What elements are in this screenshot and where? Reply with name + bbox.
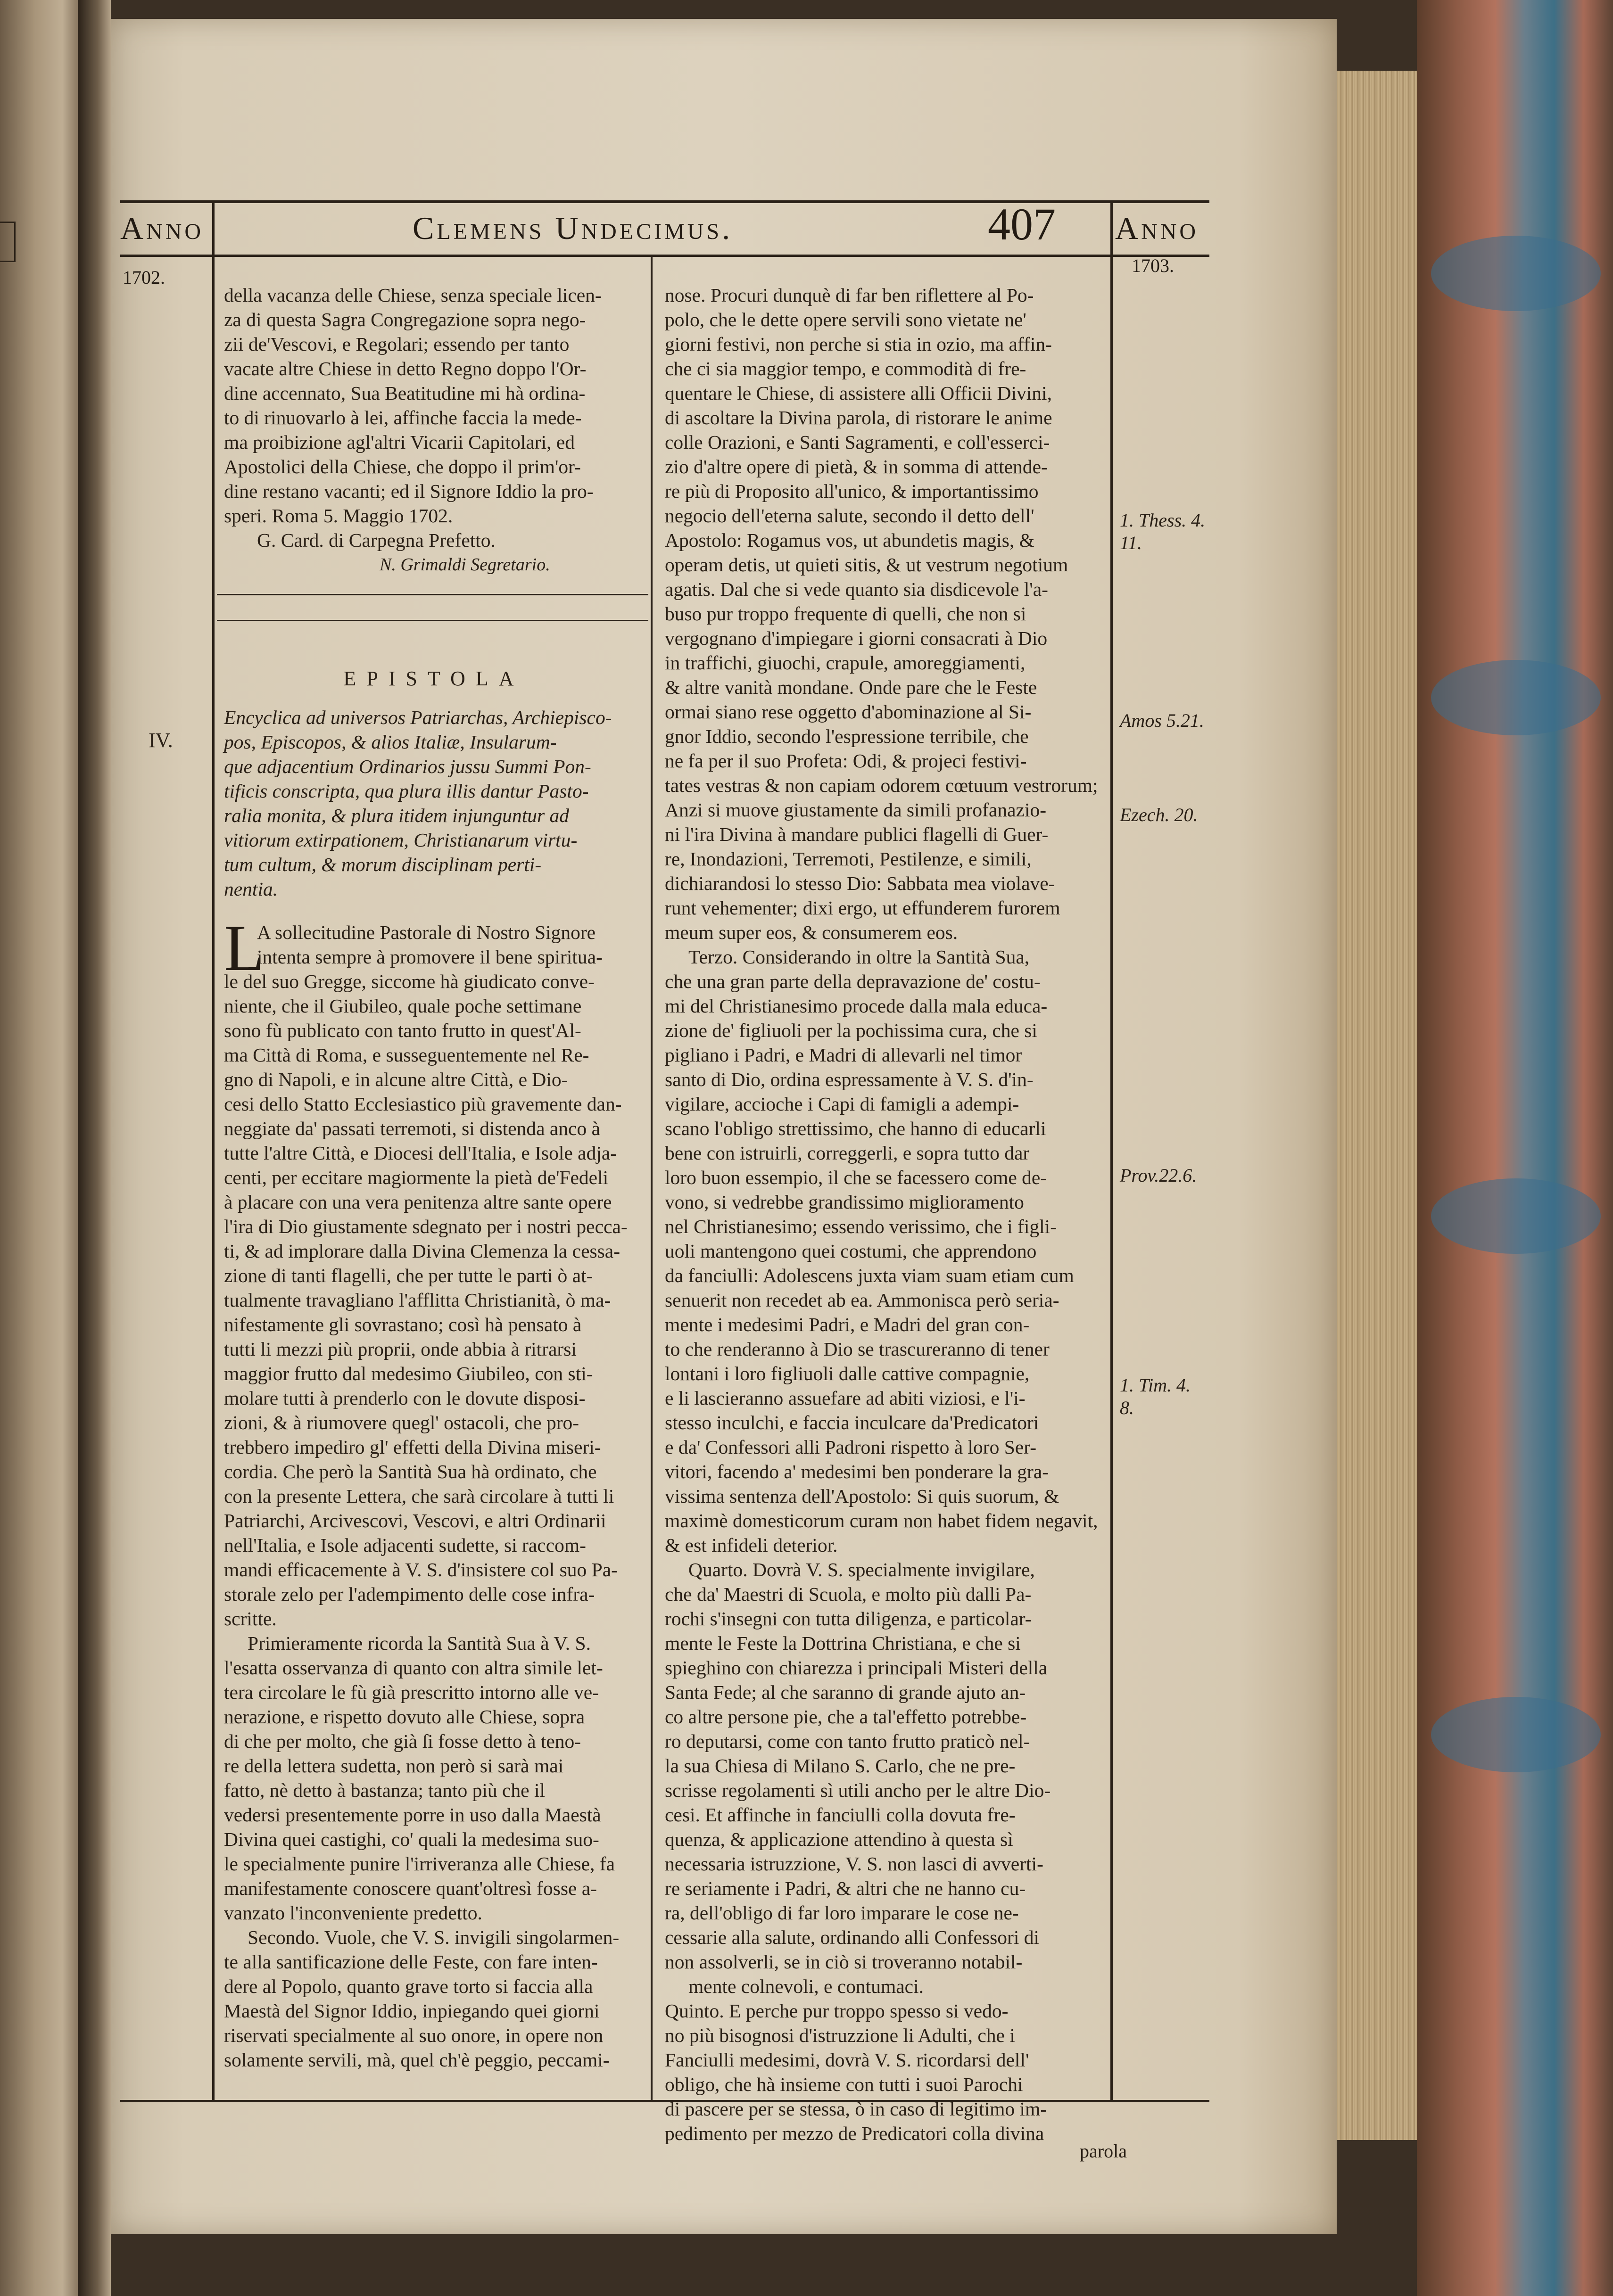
body-line: manifestamente conoscere quant'oltresì fosse a-	[224, 1877, 597, 1899]
text-line: e da' Confessori alli Padroni rispetto à loro Ser-	[665, 1436, 1037, 1458]
text-line: che da' Maestri di Scuola, e molto più dalli Pa-	[665, 1583, 1032, 1605]
body-line: à placare con una vera penitenza altre sante opere	[224, 1191, 612, 1213]
body-line: vanzato l'inconveniente predetto.	[224, 1902, 482, 1924]
body-line: sono fù publicato con tanto frutto in quest'Al-	[224, 1020, 581, 1041]
year-left: 1702.	[123, 267, 165, 288]
right-column	[665, 283, 1099, 2146]
marble-swirl	[1431, 1178, 1601, 1254]
epistola-heading: EPISTOLA	[343, 667, 524, 690]
text-line: dine restano vacanti; ed il Signore Iddio la pro-	[224, 480, 594, 502]
text-line: la sua Chiesa di Milano S. Carlo, che ne pre-	[665, 1755, 1016, 1777]
body-line: le specialmente punire l'irriveranza alle Chiese, fa	[224, 1853, 615, 1875]
signature-prefect: G. Card. di Carpegna Prefetto.	[257, 529, 496, 551]
text-line: & altre vanità mondane. Onde pare che le Feste	[665, 676, 1037, 698]
text-line: da fanciulli: Adolescens juxta viam suam etiam cum	[665, 1265, 1074, 1286]
text-line: dine accennato, Sua Beatitudine mi hà ordina-	[224, 382, 586, 404]
body-line: tutti li mezzi più proprii, onde abbia à ritrarsi	[224, 1338, 577, 1360]
text-line: lontani i loro figliuoli dalle cattive compagnie,	[665, 1363, 1030, 1384]
text-line: vigilare, accioche i Capi di famigli a adempi-	[665, 1093, 1019, 1115]
text-line: pigliano i Padri, e Madri di allevarli nel timor	[665, 1044, 1022, 1066]
epistola-number: IV.	[149, 729, 173, 752]
text-line: Terzo. Considerando in oltre la Santità Sua,	[688, 946, 1030, 968]
body-line: cordia. Che però la Santità Sua hà ordinato, che	[224, 1461, 597, 1482]
text-line: cesi. Et affinche in fanciulli colla dovuta fre-	[665, 1804, 1016, 1826]
text-line: che una gran parte della depravazione de' costu-	[665, 971, 1041, 992]
body-line: tera circolare le fù già prescritto intorno alle ve-	[224, 1681, 599, 1703]
text-line: obligo, che hà insieme con tutti i suoi Parochi	[665, 2074, 1023, 2095]
body-line: con la presente Lettera, che sarà circolare à tutti li	[224, 1485, 614, 1507]
text-line: spieghino con chiarezza i principali Misteri della	[665, 1657, 1048, 1679]
text-line: zio d'altre opere di pietà, & in somma di attende-	[665, 456, 1048, 477]
text-line: bene con istruirli, correggerli, e sopra tutto dar	[665, 1142, 1030, 1164]
text-line: to di rinuovarlo à lei, affinche faccia la mede-	[224, 407, 582, 428]
text-line: senuerit non recedet ab ea. Ammonisca però seria-	[665, 1289, 1059, 1311]
text-line: nose. Procuri dunquè di far ben riflettere al Po-	[665, 284, 1034, 306]
text-line: necessaria istruzzione, V. S. non lasci di avverti-	[665, 1853, 1043, 1875]
margin-note-ezech: Ezech. 20.	[1120, 804, 1198, 825]
facing-page-rule	[0, 222, 16, 262]
body-line: Patriarchi, Arcivescovi, Vescovi, e altri Ordinarii	[224, 1510, 606, 1531]
text-line: quenza, & applicazione attendino à questa sì	[665, 1828, 1013, 1850]
text-line: nel Christianesimo; essendo verissimo, che i figli-	[665, 1216, 1057, 1237]
body-line: A sollecitudine Pastorale di Nostro Signore	[257, 922, 596, 943]
summary-line: tificis conscripta, qua plura illis dantur Pasto-	[224, 780, 589, 802]
text-line: mente i medesimi Padri, e Madri del gran con-	[665, 1314, 1030, 1335]
text-line: vissima sentenza dell'Apostolo: Si quis suorum, &	[665, 1485, 1059, 1507]
summary-line: vitiorum extirpationem, Christianarum virtu-	[224, 829, 578, 851]
marble-swirl	[1431, 1697, 1601, 1772]
body-line: nifestamente gli sovrastano; così hà pensato à	[224, 1314, 582, 1335]
text-line: Apostolo: Rogamus vos, ut abundetis magis, &	[665, 529, 1034, 551]
body-line: Divina quei castighi, co' quali la medesima suo-	[224, 1828, 599, 1850]
text-line: giorni festivi, non perche si stia in ozio, ma affin-	[665, 333, 1052, 355]
text-line: ma proibizione agl'altri Vicarii Capitolari, ed	[224, 431, 575, 453]
running-head-title: Clemens Undecimus.	[413, 210, 733, 246]
text-line: no più bisognosi d'istruzzione li Adulti, che i	[665, 2024, 1015, 2046]
text-line: re seriamente i Padri, & altri che ne hanno cu-	[665, 1877, 1026, 1899]
left-column	[224, 283, 644, 2072]
body-line: neggiate da' passati terremoti, si distenda anco à	[224, 1118, 601, 1139]
text-line: zione de' figliuoli per la pochissima cura, che si	[665, 1020, 1037, 1041]
summary-line: tum cultum, & morum disciplinam perti-	[224, 854, 542, 875]
text-line: in traffichi, giuochi, crapule, amoreggiamenti,	[665, 652, 1026, 674]
text-line: stesso inculchi, e faccia inculcare da'Predicatori	[665, 1412, 1039, 1433]
text-line: loro buon essempio, il che se facessero come de-	[665, 1167, 1047, 1188]
text-line: operam detis, ut quieti sitis, & ut vestrum negotium	[665, 554, 1068, 576]
text-line: vacate altre Chiese in detto Regno doppo l'Or-	[224, 358, 587, 379]
body-line: fatto, nè detto à bastanza; tanto più che il	[224, 1779, 546, 1801]
running-head-anno-right: Anno	[1115, 210, 1199, 246]
text-line: che ci sia maggior tempo, e commodità di fre-	[665, 358, 1026, 379]
text-line: Quinto. E perche pur troppo spesso si vedo-	[665, 2000, 1009, 2022]
text-line: re più di Proposito all'unico, & importantissimo	[665, 480, 1039, 502]
book-gutter	[78, 0, 111, 2296]
margin-note-thess: 1. Thess. 4. 11.	[1120, 510, 1206, 553]
margin-note-prov: Prov.22.6.	[1120, 1165, 1197, 1186]
marble-swirl	[1431, 236, 1601, 311]
summary-line: nentia.	[224, 878, 278, 900]
text-line: za di questa Sagra Congregazione sopra nego-	[224, 309, 586, 330]
body-line: gno di Napoli, e in alcune altre Città, e Dio-	[224, 1069, 568, 1090]
text-line: re, Inondazioni, Terremoti, Pestilenze, e simili,	[665, 848, 1032, 870]
body-line: vedersi presentemente porre in uso dalla Maestà	[224, 1804, 601, 1826]
text-line: quentare le Chiese, di assistere alli Officii Divini,	[665, 382, 1052, 404]
body-line: solamente servili, mà, quel ch'è peggio, peccami-	[224, 2049, 610, 2071]
text-line: pedimento per mezzo de Predicatori colla divina	[665, 2123, 1044, 2144]
text-line: colle Orazioni, e Santi Sagramenti, e coll'esserci-	[665, 431, 1050, 453]
text-line: scrisse regolamenti sì utili ancho per le altre Dio-	[665, 1779, 1051, 1801]
text-line: meum super eos, & consumerem eos.	[665, 922, 958, 943]
text-line: della vacanza delle Chiese, senza speciale licen-	[224, 284, 602, 306]
body-line: maggior frutto dal medesimo Giubileo, con sti-	[224, 1363, 593, 1384]
text-line: e li lascieranno assuefare ad abiti viziosi, e l'i-	[665, 1387, 1026, 1409]
body-line: molare tutti à prenderlo con le dovute disposi-	[224, 1387, 586, 1409]
body-line: riservati specialmente al suo onore, in opere non	[224, 2024, 604, 2046]
text-line: & est infideli deterior.	[665, 1534, 838, 1556]
body-line: di che per molto, che già ſi fosse detto à teno-	[224, 1730, 581, 1752]
body-line: nell'Italia, e Isole adjacenti sudette, si raccom-	[224, 1534, 586, 1556]
text-line: uoli mantengono quei costumi, che apprendono	[665, 1240, 1037, 1262]
text-line: dichiarandosi lo stesso Dio: Sabbata mea violave-	[665, 872, 1055, 894]
decree-end-text	[224, 283, 644, 577]
summary-line: ralia monita, & plura itidem injunguntur ad	[224, 805, 570, 826]
text-line: ne fa per il suo Profeta: Odi, & projeci festivi-	[665, 750, 1027, 772]
body-line: ti, & ad implorare dalla Divina Clemenza la cessa-	[224, 1240, 620, 1262]
body-line: te alla santificazione delle Feste, con fare inten-	[224, 1951, 598, 1973]
text-line: ra, dell'obligo di far loro imparare le cose ne-	[665, 1902, 1019, 1924]
text-line: gnor Iddio, secondo l'espressione terribile, che	[665, 725, 1029, 747]
body-line: trebbero impediro gl' effetti della Divina miseri-	[224, 1436, 601, 1458]
text-line: scano l'obligo strettissimo, che hanno di educarli	[665, 1118, 1046, 1139]
marbled-cover	[1417, 0, 1613, 2296]
body-line: tutte l'altre Città, e Diocesi dell'Italia, e Isole adja-	[224, 1142, 617, 1164]
text-line: rochi s'insegni con tutta diligenza, e particolar-	[665, 1608, 1032, 1629]
text-line: polo, che le dette opere servili sono vietate ne'	[665, 309, 1026, 330]
text-line: maximè domesticorum curam non habet fidem negavit,	[665, 1510, 1098, 1531]
body-line: storale zelo per l'adempimento delle cose infra-	[224, 1583, 595, 1605]
drop-cap: L	[224, 912, 265, 985]
text-line: ni l'ira Divina à mandare publici flagelli di Guer-	[665, 823, 1049, 845]
text-line: mente colnevoli, e contumaci.	[688, 1975, 924, 1997]
text-line: mi del Christianesimo procede dalla mala educa-	[665, 995, 1048, 1017]
catchword: parola	[1080, 2140, 1127, 2162]
body-line: centi, per eccitare magiormente la pietà de'Fedeli	[224, 1167, 609, 1188]
text-line: runt vehementer; dixi ergo, ut effunderem furorem	[665, 897, 1060, 919]
summary-line: Encyclica ad universos Patriarchas, Archiepisco-	[224, 707, 612, 728]
body-line: tualmente travagliano l'afflitta Christianità, ò ma-	[224, 1289, 611, 1311]
text-line: Apostolici della Chiese, che doppo il prim'or-	[224, 456, 581, 477]
text-line: Anzi si muove giustamente da simili profanazio-	[665, 799, 1047, 821]
left-margin-rule	[212, 203, 215, 2102]
column-divider-rule	[651, 257, 653, 2102]
text-line: non assolverli, se in ciò si troveranno notabil-	[665, 1951, 1023, 1973]
text-line: speri. Roma 5. Maggio 1702.	[224, 505, 453, 527]
text-line: buso pur troppo frequente di quelli, che non si	[665, 603, 1026, 625]
text-line: negocio dell'eterna salute, secondo il detto dell'	[665, 505, 1034, 527]
year-right: 1703.	[1132, 255, 1174, 276]
text-line: santo di Dio, ordina espressamente à V. S. d'in-	[665, 1069, 1034, 1090]
marble-swirl	[1431, 660, 1601, 735]
text-line: tates vestras & non capiam odorem cœtuum vestrorum;	[665, 774, 1098, 796]
body-line: zione di tanti flagelli, che per tutte le parti ò at-	[224, 1265, 593, 1286]
header-bottom-rule	[120, 255, 1209, 257]
body-line: Secondo. Vuole, che V. S. invigili singolarmen-	[248, 1926, 620, 1948]
text-line: vitori, facendo a' medesimi ben ponderare la gra-	[665, 1461, 1049, 1482]
epistola-summary	[224, 705, 644, 901]
body-line: scritte.	[224, 1608, 277, 1629]
epistola-body	[224, 912, 644, 2072]
right-margin-rule	[1110, 203, 1113, 2102]
margin-note-amos: Amos 5.21.	[1120, 710, 1204, 731]
body-line: le del suo Gregge, siccome hà giudicato conve-	[224, 971, 595, 992]
text-line: to che renderanno à Dio se trascureranno di tener	[665, 1338, 1050, 1360]
running-head-anno-left: Anno	[120, 210, 204, 246]
text-line: di pascere per se stessa, ò in caso di legitimo im-	[665, 2098, 1047, 2120]
text-line: vergognano d'impiegare i giorni consacrati à Dio	[665, 627, 1048, 649]
body-line: l'esatta osservanza di quanto con altra simile let-	[224, 1657, 603, 1679]
signature-secretary: N. Grimaldi Segretario.	[380, 555, 550, 575]
page-fore-edge	[1337, 71, 1417, 2140]
facing-page-edge	[0, 0, 78, 2296]
margin-note-tim: 1. Tim. 4. 8.	[1120, 1374, 1191, 1418]
text-line: Fanciulli medesimi, dovrà V. S. ricordarsi dell'	[665, 2049, 1029, 2071]
text-line: ormai siano rese oggetto d'abominazione al Si-	[665, 701, 1032, 723]
body-line: re della lettera sudetta, non però si sarà mai	[224, 1755, 564, 1777]
text-line: ro deputarsi, come con tanto frutto praticò nel-	[665, 1730, 1030, 1752]
body-line: intenta sempre à promovere il bene spiritua-	[257, 946, 603, 968]
text-line: zii de'Vescovi, e Regolari; essendo per tanto	[224, 333, 570, 355]
text-line: vono, si vedrebbe grandissimo miglioramento	[665, 1191, 1024, 1213]
body-line: ma Città di Roma, e susseguentemente nel Re-	[224, 1044, 589, 1066]
body-line: niente, che il Giubileo, quale poche settimane	[224, 995, 582, 1017]
body-line: l'ira di Dio giustamente sdegnato per i nostri pecca-	[224, 1216, 628, 1237]
text-line: cessarie alla salute, ordinando alli Confessori di	[665, 1926, 1040, 1948]
text-line: Santa Fede; al che saranno di grande ajuto an-	[665, 1681, 1026, 1703]
summary-line: pos, Episcopos, & alios Italiæ, Insularum-	[224, 731, 557, 753]
body-line: nerazione, e rispetto dovuto alle Chiese, sopra	[224, 1706, 585, 1728]
page-number: 407	[988, 199, 1056, 249]
body-line: zioni, & à riumovere quegl' ostacoli, che pro-	[224, 1412, 579, 1433]
body-line: Maestà del Signor Iddio, inpiegando quei giorni	[224, 2000, 600, 2022]
body-line: mandi efficacemente à V. S. d'insistere col suo Pa-	[224, 1559, 618, 1580]
text-line: agatis. Dal che si vede quanto sia disdicevole l'a-	[665, 578, 1048, 600]
body-line: cesi dello Statto Ecclesiastico più gravemente dan-	[224, 1093, 622, 1115]
text-line: Quarto. Dovrà V. S. specialmente invigilare,	[688, 1559, 1035, 1580]
text-line: co altre persone pie, che a tal'effetto potrebbe-	[665, 1706, 1027, 1728]
body-line: dere al Popolo, quanto grave torto si faccia alla	[224, 1975, 593, 1997]
text-line: di ascoltare la Divina parola, di ristorare le anime	[665, 407, 1052, 428]
summary-line: que adjacentium Ordinarios jussu Summi Pon-	[224, 756, 591, 777]
text-line: mente le Feste la Dottrina Christiana, e che si	[665, 1632, 1021, 1654]
book-page	[111, 19, 1337, 2234]
body-line: Primieramente ricorda la Santità Sua à V. S.	[248, 1632, 591, 1654]
